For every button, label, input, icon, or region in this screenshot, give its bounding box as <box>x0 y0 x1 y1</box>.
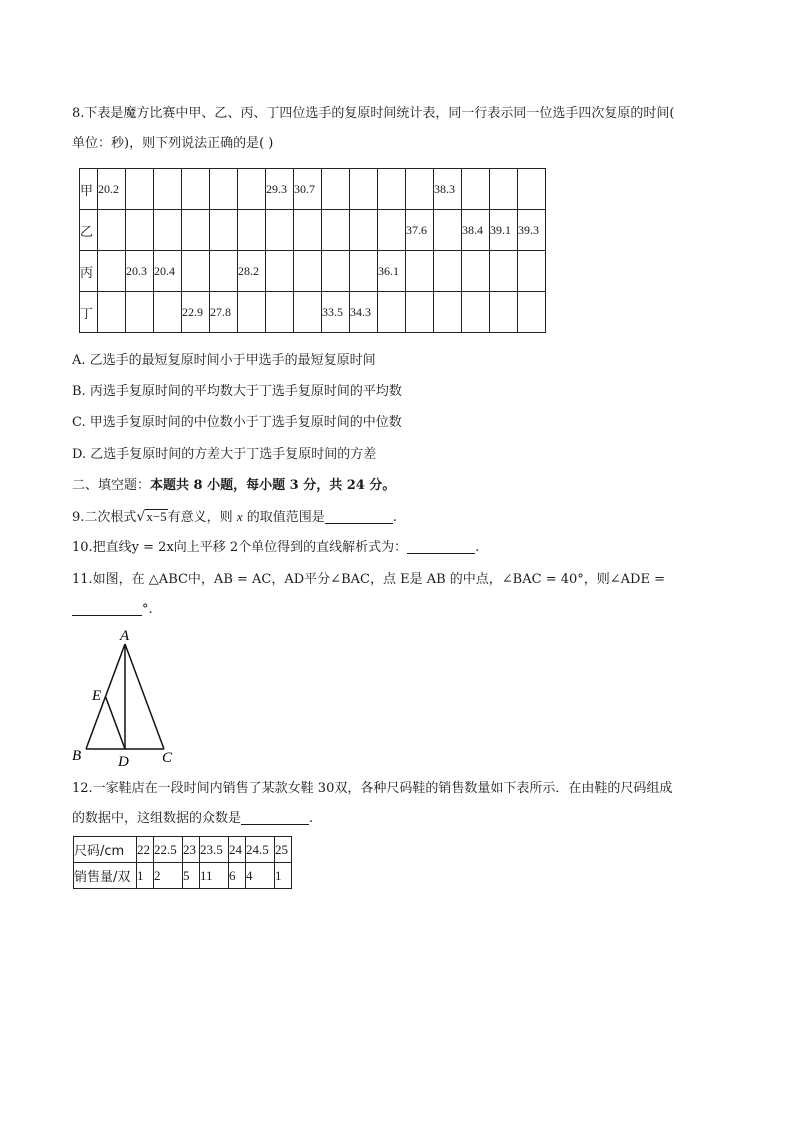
q8-time-cell <box>462 251 490 292</box>
q8-table-row <box>80 169 546 210</box>
q8-time-cell: 30.7 <box>294 169 322 210</box>
q12-text: 的数据中，这组数据的众数是 <box>72 811 242 826</box>
q8-player-name: 乙 <box>80 210 98 251</box>
q9-pre: 9.二次根式 <box>72 510 137 525</box>
q8-time-cell <box>434 210 462 251</box>
q8-time-cell <box>210 251 238 292</box>
q8-time-cell <box>182 251 210 292</box>
q8-time-cell <box>182 210 210 251</box>
q8-time-cell: 22.9 <box>182 292 210 333</box>
section-title: 二、填空题： <box>72 478 151 493</box>
q8-time-cell <box>434 292 462 333</box>
label-d: D <box>118 754 129 770</box>
label-e: E <box>92 688 102 704</box>
q8-time-cell: 20.3 <box>126 251 154 292</box>
q8-time-cell: 20.4 <box>154 251 182 292</box>
q8-stem-line2: 单位：秒)，则下列说法正确的是( ) <box>72 136 274 151</box>
q8-time-cell <box>98 251 126 292</box>
q8-time-cell: 37.6 <box>406 210 434 251</box>
q8-time-cell <box>490 251 518 292</box>
q9-end: . <box>392 510 397 525</box>
q8-time-cell <box>378 169 406 210</box>
q12-value-cell: 1 <box>275 863 292 889</box>
q8-time-cell <box>406 251 434 292</box>
q8-time-cell: 38.4 <box>462 210 490 251</box>
q12-value-cell: 1 <box>137 863 154 889</box>
q8-time-cell: 39.3 <box>518 210 546 251</box>
q8-time-cell <box>266 292 294 333</box>
q10-end: . <box>475 540 480 555</box>
q8-option-b: B. 丙选手复原时间的平均数大于丁选手复原时间的平均数 <box>72 384 402 399</box>
q10-stem <box>72 538 479 558</box>
q8-table-row <box>80 251 546 292</box>
q12-table-row <box>74 863 292 889</box>
q8-time-cell: 39.1 <box>490 210 518 251</box>
q8-time-cell: 27.8 <box>210 292 238 333</box>
q8-time-cell <box>490 169 518 210</box>
q12-value-cell: 6 <box>229 863 246 889</box>
q12-stem-line1: 12.一家鞋店在一段时间内销售了某款女鞋 30双，各种尺码鞋的销售数量如下表所示．在由鞋的尺码组成 <box>72 781 673 796</box>
q8-time-cell <box>238 292 266 333</box>
q8-time-cell <box>154 210 182 251</box>
q8-time-cell <box>518 251 546 292</box>
q8-option-a: A. 乙选手的最短复原时间小于甲选手的最短复原时间 <box>72 353 376 368</box>
q8-time-cell <box>518 169 546 210</box>
q12-stem-line2 <box>72 809 313 829</box>
q8-time-cell <box>98 210 126 251</box>
q8-time-cell <box>378 292 406 333</box>
q8-time-cell <box>126 292 154 333</box>
q8-time-cell <box>126 169 154 210</box>
q8-time-table <box>79 168 546 333</box>
q11-stem-line1: 11.如图，在 △ABC中，AB = AC，AD平分∠BAC，点 E是 AB 的中点，∠BAC = 40°，则∠ADE = <box>72 572 665 587</box>
q8-time-cell <box>126 210 154 251</box>
q8-time-cell <box>462 292 490 333</box>
q8-option-d: D. 乙选手复原时间的方差大于丁选手复原时间的方差 <box>72 447 377 462</box>
q12-answer-blank[interactable] <box>241 810 309 825</box>
q8-time-cell <box>210 210 238 251</box>
q8-time-cell <box>182 169 210 210</box>
q12-value-cell: 2 <box>154 863 183 889</box>
q12-value-cell: 4 <box>246 863 275 889</box>
q12-value-cell: 24 <box>229 837 246 863</box>
q8-player-name: 丁 <box>80 292 98 333</box>
q9-stem <box>72 507 397 528</box>
q8-time-cell: 28.2 <box>238 251 266 292</box>
q8-time-cell: 33.5 <box>322 292 350 333</box>
triangle-figure <box>66 622 186 772</box>
q12-size-table <box>73 836 292 889</box>
q8-time-cell <box>350 251 378 292</box>
q8-time-cell <box>406 169 434 210</box>
q8-time-cell: 34.3 <box>350 292 378 333</box>
q11-stem-line2 <box>72 600 153 620</box>
q12-table-row <box>74 837 292 863</box>
q8-time-cell <box>294 210 322 251</box>
q12-value-cell: 22 <box>137 837 154 863</box>
side-ac <box>125 644 164 749</box>
q8-player-name: 甲 <box>80 169 98 210</box>
q8-option-c: C. 甲选手复原时间的中位数小于丁选手复原时间的中位数 <box>72 415 402 430</box>
section-heading <box>72 476 395 496</box>
q9-radicand: x−5 <box>146 509 167 524</box>
q9-variable: x <box>236 509 243 524</box>
q9-post1: 有意义，则 <box>167 510 237 525</box>
q9-answer-blank[interactable] <box>325 509 393 524</box>
q8-time-cell <box>238 210 266 251</box>
q8-table-row <box>80 292 546 333</box>
q8-time-cell <box>322 210 350 251</box>
q8-player-name: 丙 <box>80 251 98 292</box>
q8-time-cell: 38.3 <box>434 169 462 210</box>
q8-time-cell <box>154 292 182 333</box>
q8-time-cell <box>294 251 322 292</box>
q10-answer-blank[interactable] <box>407 539 475 554</box>
q12-value-cell: 24.5 <box>246 837 275 863</box>
q12-value-cell: 5 <box>183 863 200 889</box>
q8-table-row <box>80 210 546 251</box>
q11-answer-blank[interactable] <box>72 601 142 616</box>
q8-time-cell <box>434 251 462 292</box>
section-desc: 本题共 8 小题，每小题 3 分，共 24 分。 <box>150 478 396 493</box>
q8-time-cell <box>154 169 182 210</box>
q8-time-cell <box>322 169 350 210</box>
q8-time-cell <box>210 169 238 210</box>
q12-row-label: 尺码/cm <box>74 837 137 863</box>
q12-value-cell: 11 <box>200 863 229 889</box>
q8-time-cell <box>294 292 322 333</box>
q8-time-cell <box>266 210 294 251</box>
radical-sign: √ <box>136 509 146 525</box>
q12-value-cell: 25 <box>275 837 292 863</box>
q8-time-cell: 29.3 <box>266 169 294 210</box>
q8-time-cell <box>266 251 294 292</box>
q8-time-cell <box>462 169 490 210</box>
q12-value-cell: 22.5 <box>154 837 183 863</box>
label-a: A <box>120 628 130 644</box>
q12-value-cell: 23.5 <box>200 837 229 863</box>
q12-row-label: 销售量/双 <box>74 863 137 889</box>
q12-value-cell: 23 <box>183 837 200 863</box>
segment-de <box>106 697 126 750</box>
q8-time-cell <box>406 292 434 333</box>
label-c: C <box>162 750 173 766</box>
q8-time-cell: 20.2 <box>98 169 126 210</box>
q8-time-cell <box>322 251 350 292</box>
q8-time-cell: 36.1 <box>378 251 406 292</box>
q8-time-cell <box>98 292 126 333</box>
q8-time-cell <box>238 169 266 210</box>
label-b: B <box>72 748 82 764</box>
q8-time-cell <box>350 169 378 210</box>
q8-time-cell <box>518 292 546 333</box>
q10-text: 10.把直线y = 2x向上平移 2个单位得到的直线解析式为： <box>72 540 408 555</box>
q8-stem-line1: 8.下表是魔方比赛中甲、乙、丙、丁四位选手的复原时间统计表，同一行表示同一位选手四次复原的时间( <box>72 106 675 121</box>
q11-end: °. <box>142 602 153 617</box>
q8-time-cell <box>378 210 406 251</box>
q12-end: . <box>309 811 314 826</box>
q9-post2: 的取值范围是 <box>242 510 325 525</box>
q8-time-cell <box>350 210 378 251</box>
q8-time-cell <box>490 292 518 333</box>
